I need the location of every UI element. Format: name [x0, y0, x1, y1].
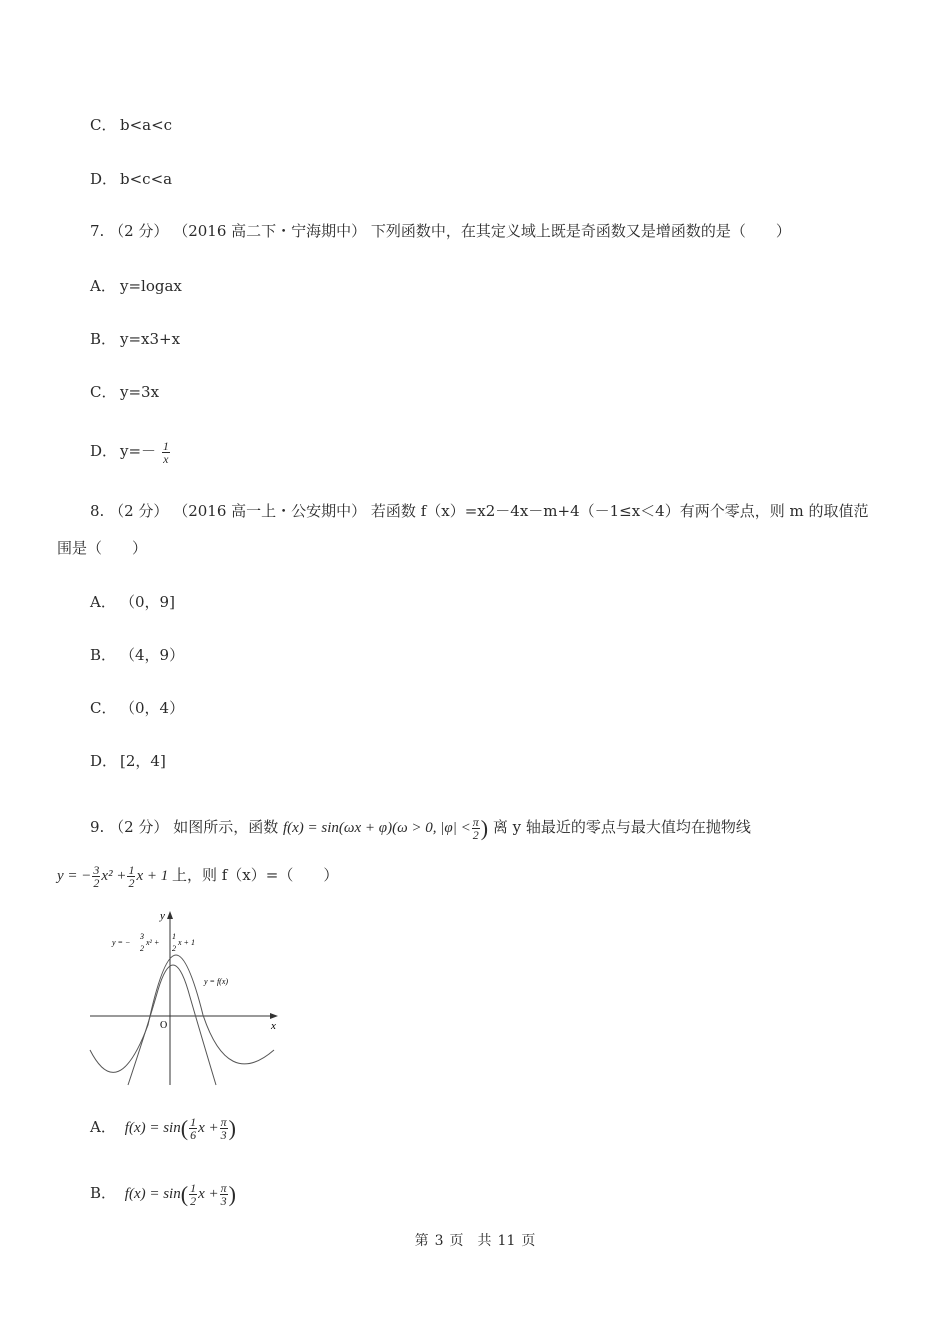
fraction-numerator: π — [220, 1115, 227, 1130]
fraction-denominator: 2 — [93, 876, 100, 891]
fraction — [220, 1182, 228, 1207]
option-text: （4，9） — [120, 646, 185, 664]
fraction — [472, 816, 480, 841]
fraction-denominator: x — [163, 451, 169, 466]
question-source: （2016 高二下・宁海期中） — [173, 222, 367, 240]
x-axis-arrow-icon — [270, 1013, 278, 1019]
question-stem: 若函数 f（x）=x2－4x－m+4（－1≤x＜4）有两个零点，则 m 的取值范 — [370, 502, 869, 520]
q6-option-c — [90, 115, 172, 135]
option-text: y=3x — [120, 383, 160, 401]
question-source: （2016 高一上・公安期中） — [173, 502, 367, 520]
question-stem-post: 上，则 f（x）=（ ） — [171, 866, 339, 884]
q9-option-a — [90, 1112, 236, 1144]
fraction-numerator: 1 — [190, 1115, 197, 1130]
label-fraction-den: 2 — [172, 944, 176, 953]
y-axis-arrow-icon — [167, 911, 173, 919]
fraction-denominator: 3 — [220, 1194, 227, 1209]
option-text: b<c<a — [120, 170, 173, 188]
page-footer — [0, 1230, 950, 1250]
formula-text: x + — [198, 1186, 219, 1202]
q8-option-b — [90, 645, 184, 665]
question-stem-mid: 离 y 轴最近的零点与最大值均在抛物线 — [492, 818, 751, 836]
fraction-numerator: 3 — [93, 863, 100, 878]
formula-text: f(x) = sin(ωx + φ)(ω > 0, |φ| < — [282, 820, 471, 836]
function-graph-figure — [88, 905, 288, 1090]
fraction-numerator: π — [472, 815, 479, 830]
option-label: B． — [90, 646, 117, 664]
question-stem: 如图所示，函数 — [173, 818, 279, 836]
formula-text: f(x) = sin — [124, 1120, 181, 1136]
q8-option-d — [90, 751, 166, 771]
y-axis-label: y — [160, 910, 165, 922]
formula-text: f(x) = sin — [124, 1186, 181, 1202]
fraction — [127, 864, 135, 889]
option-text: y=－ — [120, 442, 157, 460]
option-formula: f(x) = sin( $\frac{1}{2}$ x + $\frac{\pi}{3}$ ) — [124, 1181, 236, 1209]
option-label: A． — [90, 1118, 116, 1136]
current-page-number: 3 — [434, 1233, 444, 1249]
option-label: C． — [90, 699, 117, 717]
option-label: D． — [90, 442, 118, 460]
parabola-formula — [57, 863, 172, 891]
footer-text: 第 — [414, 1233, 429, 1249]
function-formula: f(x) = sin(ωx + φ)(ω > 0, |φ| < $\frac{\pi}{2}$ ) — [282, 815, 489, 843]
fraction-denominator: 2 — [472, 828, 479, 843]
q7-option-b — [90, 329, 180, 349]
label-text: y = − — [112, 938, 131, 947]
option-label: B． — [90, 1184, 117, 1202]
fraction-numerator: 1 — [128, 863, 135, 878]
q7-option-d — [90, 438, 171, 465]
label-fraction-num: 3 — [140, 932, 144, 941]
question-number: 7. — [90, 222, 105, 240]
fraction-denominator: 2 — [128, 876, 135, 891]
formula-text: x + 1 — [136, 868, 169, 884]
option-label: C． — [90, 383, 117, 401]
q9-stem-line2 — [57, 860, 338, 891]
q8-stem-line2: 围是（ ） — [57, 539, 148, 557]
fraction-denominator: 2 — [190, 1194, 197, 1209]
option-label: A． — [90, 277, 116, 295]
q6-option-d — [90, 169, 172, 189]
question-score: （2 分） — [109, 818, 169, 836]
option-text: b<a<c — [120, 116, 173, 134]
option-text: [2，4] — [120, 752, 166, 770]
curve-label: y = f(x) — [204, 977, 229, 986]
parabola-label — [111, 932, 195, 953]
question-stem: 下列函数中，在其定义域上既是奇函数又是增函数的是（ ） — [370, 222, 791, 240]
fraction — [92, 864, 100, 889]
q7-option-c — [90, 382, 159, 402]
fraction-numerator: π — [220, 1181, 227, 1196]
label-text: x² + — [146, 938, 160, 947]
fraction — [220, 1116, 228, 1141]
option-text: y=x3+x — [120, 330, 181, 348]
label-fraction-den: 2 — [140, 944, 144, 953]
q9-option-b — [90, 1178, 236, 1210]
fraction-denominator: 6 — [190, 1128, 197, 1143]
option-text: （0，9] — [120, 593, 175, 611]
q7-stem — [90, 221, 791, 241]
option-text: （0，4） — [120, 699, 185, 717]
q8-stem-line1 — [90, 501, 869, 521]
q7-option-a — [90, 276, 182, 296]
option-label: A． — [90, 593, 116, 611]
option-text: y=logax — [120, 277, 182, 295]
fraction-numerator: 1 — [162, 438, 169, 453]
formula-text: y = − — [57, 868, 92, 884]
label-fraction-num: 1 — [172, 932, 176, 941]
formula-text: x² + — [101, 868, 127, 884]
question-number: 8. — [90, 502, 105, 520]
footer-text: 页 共 — [449, 1233, 492, 1249]
q9-stem-line1 — [90, 812, 751, 844]
option-label: D． — [90, 752, 118, 770]
question-score: （2 分） — [109, 502, 169, 520]
formula-text: x + — [198, 1120, 219, 1136]
label-text: x + 1 — [178, 938, 195, 947]
footer-text: 页 — [521, 1233, 536, 1249]
parabola-curve — [128, 965, 216, 1085]
option-label: C． — [90, 116, 117, 134]
fraction-denominator: 3 — [220, 1128, 227, 1143]
option-label: D． — [90, 170, 118, 188]
question-score: （2 分） — [109, 222, 169, 240]
question-number: 9. — [90, 818, 105, 836]
fraction — [162, 440, 170, 465]
fraction — [189, 1116, 197, 1141]
q8-option-c — [90, 698, 184, 718]
fraction-numerator: 1 — [190, 1181, 197, 1196]
total-page-count: 11 — [497, 1233, 516, 1249]
q8-option-a — [90, 592, 175, 612]
origin-label: O — [160, 1020, 168, 1031]
option-formula: f(x) = sin( $\frac{1}{6}$ x + $\frac{\pi}{3}$ ) — [124, 1115, 236, 1143]
x-axis-label: x — [271, 1020, 276, 1032]
sine-curve — [90, 955, 274, 1072]
option-label: B． — [90, 330, 117, 348]
fraction — [189, 1182, 197, 1207]
